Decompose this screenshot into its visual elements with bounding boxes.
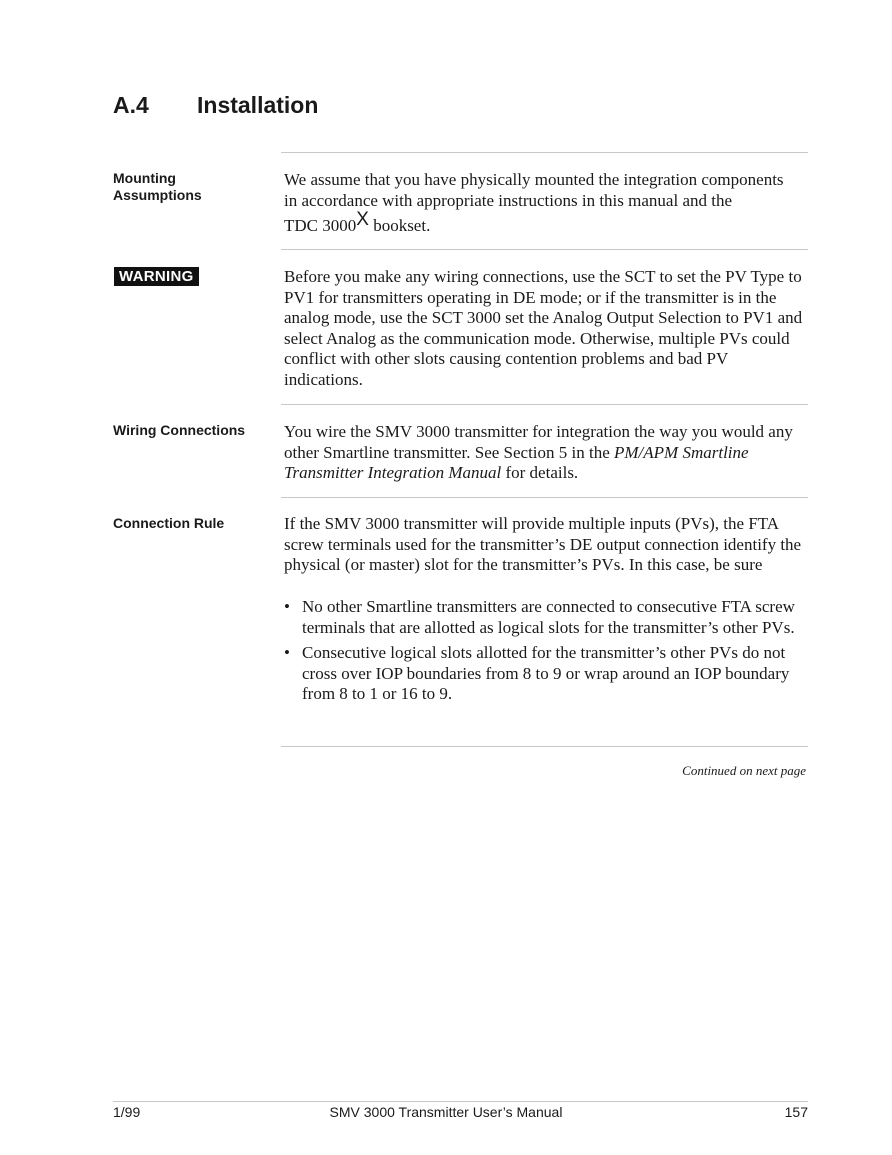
- tdc-superscript: X: [356, 209, 369, 231]
- bullet-icon: •: [284, 597, 290, 616]
- divider: [281, 249, 808, 250]
- bullet-icon: •: [284, 643, 290, 663]
- side-label-connection-rule: Connection Rule: [113, 515, 225, 531]
- wiring-text: [284, 422, 810, 484]
- divider: [281, 404, 808, 405]
- list-item: [284, 643, 810, 705]
- divider: [281, 152, 808, 153]
- continued-note: Continued on next page: [682, 763, 806, 778]
- list-item-text: Consecutive logical slots allotted for the transmitter’s other PVs do not cross over IOP boundaries from 8 to 9 or wrap around an IOP boundary from 8 to 1 or 16 to 9.: [302, 643, 790, 704]
- mounting-paragraph: [284, 170, 810, 237]
- side-label-line: Assumptions: [113, 187, 202, 203]
- wiring-text-after: for details.: [501, 463, 579, 483]
- footer-divider: [113, 1101, 808, 1102]
- mounting-line-1: We assume that you have physically mounted the integration components: [284, 170, 784, 189]
- connection-rule-list: [284, 597, 810, 710]
- mounting-line-3: [284, 209, 810, 237]
- wiring-text-before: You wire the SMV 3000 transmitter for integration the way you would any other Smartline transmitter. See Section 5 in the: [284, 422, 793, 462]
- list-item-text: No other Smartline transmitters are connected to consecutive FTA screw terminals that are allotted as logical slots for the transmitter’s other PVs.: [302, 597, 795, 637]
- connection-rule-paragraph: [284, 514, 810, 576]
- side-label-wiring: Wiring Connections: [113, 422, 246, 438]
- section-title: Installation: [197, 92, 319, 118]
- tdc-name: TDC 3000: [284, 216, 357, 236]
- tdc-bookset: bookset.: [368, 216, 431, 236]
- warning-paragraph: [284, 267, 810, 391]
- warning-text: Before you make any wiring connections, use the SCT to set the PV Type to PV1 for transmitters operating in DE mode; or if the transmitter is in the analog mode, use the SCT 3000 set the Analog Output Selection to PV1 and select Analog as the communication mode. Otherwise, multiple PVs could conflict with other slots causing contention problems and bad PV indications.: [284, 267, 803, 389]
- page-number: 157: [784, 1104, 808, 1120]
- section-number: A.4: [113, 92, 149, 118]
- side-label-mounting: [113, 170, 202, 204]
- footer-manual-title: SMV 3000 Transmitter User’s Manual: [329, 1104, 563, 1120]
- divider: [281, 497, 808, 498]
- section-heading: [113, 92, 318, 119]
- divider: [281, 746, 808, 747]
- side-label-line: Mounting: [113, 170, 176, 186]
- manual-reference: PM/APM Smartline Transmitter Integration Manual: [284, 442, 749, 483]
- list-item: [284, 597, 810, 638]
- connection-rule-intro: If the SMV 3000 transmitter will provide multiple inputs (PVs), the FTA screw terminals used for the transmitter’s DE output connection identify the physical (or master) slot for the transmitter’s PVs. In this case, be sure: [284, 514, 802, 575]
- warning-badge: WARNING: [114, 267, 199, 286]
- footer-date: 1/99: [113, 1104, 141, 1120]
- mounting-line-2: in accordance with appropriate instructions in this manual and the: [284, 190, 733, 210]
- wiring-paragraph: [284, 422, 810, 484]
